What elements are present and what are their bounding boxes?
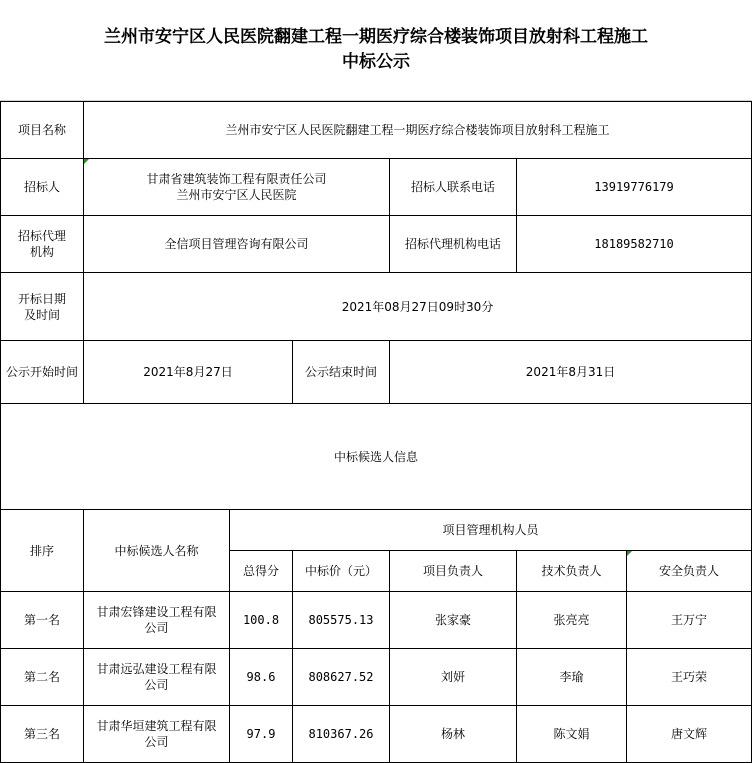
publicity-start-label: 公示开始时间 xyxy=(1,341,84,404)
title-line-1: 兰州市安宁区人民医院翻建工程一期医疗综合楼装饰项目放射科工程施工 xyxy=(104,27,648,47)
candidate-name-line-1: 甘肃华垣建筑工程有限 xyxy=(96,719,217,733)
publicity-start: 2021年8月27日 xyxy=(84,341,293,404)
candidate-rank: 第一名 xyxy=(1,592,84,649)
tenderer-phone: 13919776179 xyxy=(517,159,752,216)
header-rank: 排序 xyxy=(1,510,84,592)
candidate-name-line-1: 甘肃远弘建设工程有限 xyxy=(96,662,217,676)
header-name: 中标候选人名称 xyxy=(84,510,230,592)
header-pm: 项目负责人 xyxy=(390,551,517,592)
table-row xyxy=(1,592,752,649)
agency-phone-label: 招标代理机构电话 xyxy=(390,216,517,273)
candidate-safety: 王万宁 xyxy=(627,592,752,649)
table-row xyxy=(1,649,752,706)
candidate-name xyxy=(84,649,230,706)
publicity-row xyxy=(1,341,752,404)
candidate-rank: 第三名 xyxy=(1,706,84,763)
tenderer-line-1: 甘肃省建筑装饰工程有限责任公司 xyxy=(146,172,327,186)
agency-label-line-1: 招标代理 xyxy=(17,229,66,243)
header-safety-label: 安全负责人 xyxy=(659,564,720,578)
agency-value: 全信项目管理咨询有限公司 xyxy=(84,216,390,273)
candidate-score: 97.9 xyxy=(230,706,293,763)
opening-label xyxy=(1,273,84,341)
candidate-pm: 杨林 xyxy=(390,706,517,763)
candidate-price: 808627.52 xyxy=(293,649,390,706)
candidate-tech: 陈文娟 xyxy=(517,706,627,763)
candidate-price: 805575.13 xyxy=(293,592,390,649)
publicity-end: 2021年8月31日 xyxy=(390,341,752,404)
candidate-name-line-2: 公司 xyxy=(144,735,169,749)
candidates-section-row xyxy=(1,404,752,510)
candidate-name xyxy=(84,706,230,763)
agency-label xyxy=(1,216,84,273)
candidate-price: 810367.26 xyxy=(293,706,390,763)
candidate-safety: 唐文辉 xyxy=(627,706,752,763)
project-label: 项目名称 xyxy=(1,102,84,159)
cell-marker xyxy=(627,551,632,556)
header-score: 总得分 xyxy=(230,551,293,592)
opening-row xyxy=(1,273,752,341)
tenderer-label: 招标人 xyxy=(1,159,84,216)
agency-label-line-2: 机构 xyxy=(29,245,54,259)
agency-phone: 18189582710 xyxy=(517,216,752,273)
tenderer-phone-label: 招标人联系电话 xyxy=(390,159,517,216)
candidate-rank: 第二名 xyxy=(1,649,84,706)
candidate-pm: 张家豪 xyxy=(390,592,517,649)
candidate-tech: 李瑜 xyxy=(517,649,627,706)
title-line-2: 中标公示 xyxy=(342,52,410,72)
opening-label-line-1: 开标日期 xyxy=(17,291,66,306)
tenderer-row xyxy=(1,159,752,216)
page-title xyxy=(0,0,752,101)
header-safety xyxy=(627,551,752,592)
bid-result-table xyxy=(0,101,752,763)
candidate-name-line-2: 公司 xyxy=(144,678,169,692)
header-tech: 技术负责人 xyxy=(517,551,627,592)
tenderer-line-2: 兰州市安宁区人民医院 xyxy=(176,188,297,202)
project-row xyxy=(1,102,752,159)
candidate-score: 98.6 xyxy=(230,649,293,706)
candidate-score: 100.8 xyxy=(230,592,293,649)
header-row-1 xyxy=(1,510,752,551)
candidate-tech: 张亮亮 xyxy=(517,592,627,649)
candidate-name xyxy=(84,592,230,649)
publicity-end-label: 公示结束时间 xyxy=(293,341,390,404)
header-price: 中标价（元） xyxy=(293,551,390,592)
opening-label-line-2: 及时间 xyxy=(23,307,60,322)
candidates-section-title: 中标候选人信息 xyxy=(1,404,752,510)
candidate-safety: 王巧荣 xyxy=(627,649,752,706)
project-value: 兰州市安宁区人民医院翻建工程一期医疗综合楼装饰项目放射科工程施工 xyxy=(84,102,752,159)
agency-row xyxy=(1,216,752,273)
opening-value: 2021年08月27日09时30分 xyxy=(84,273,752,341)
cell-marker xyxy=(84,159,89,164)
tenderer-value xyxy=(84,159,390,216)
candidate-name-line-1: 甘肃宏锋建设工程有限 xyxy=(96,605,217,619)
candidate-name-line-2: 公司 xyxy=(144,621,169,635)
header-group: 项目管理机构人员 xyxy=(230,510,752,551)
table-row xyxy=(1,706,752,763)
candidate-pm: 刘妍 xyxy=(390,649,517,706)
